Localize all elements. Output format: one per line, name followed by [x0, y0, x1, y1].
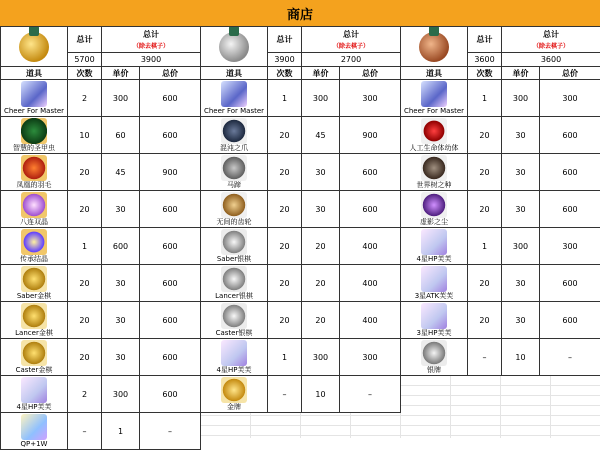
- item-icon: [221, 340, 247, 366]
- table-row: [401, 154, 600, 191]
- count-cell: 2: [68, 376, 102, 413]
- count-cell: 20: [268, 154, 302, 191]
- total-excl-value: 3900: [102, 53, 201, 67]
- total-excl-label: 总计: [543, 30, 559, 39]
- item-cell: [1, 117, 68, 154]
- item-icon: [21, 118, 47, 144]
- unit-price-cell: 300: [502, 228, 540, 265]
- head-item: 道具: [201, 67, 268, 80]
- total-price-cell: 600: [340, 154, 401, 191]
- silver-medal-icon: [219, 32, 249, 62]
- total-price-cell: 600: [340, 191, 401, 228]
- bronze-medal-icon: [419, 32, 449, 62]
- item-icon: [421, 229, 447, 255]
- shop-table-3: [400, 26, 600, 376]
- item-cell: [1, 191, 68, 228]
- medal-cell: [1, 27, 68, 67]
- unit-price-cell: 30: [302, 191, 340, 228]
- item-icon: [221, 155, 247, 181]
- item-cell: [401, 302, 468, 339]
- total-label: 总计: [468, 27, 502, 53]
- unit-price-cell: 10: [502, 339, 540, 376]
- count-cell: 20: [468, 117, 502, 154]
- count-cell: 20: [268, 228, 302, 265]
- item-icon: [221, 192, 247, 218]
- item-icon: [21, 192, 47, 218]
- item-icon: [421, 81, 447, 107]
- unit-price-cell: 1: [102, 413, 140, 450]
- shop-title: 商店: [287, 4, 313, 23]
- item-icon: [421, 192, 447, 218]
- unit-price-cell: 20: [302, 265, 340, 302]
- shop-title-banner: [0, 0, 600, 27]
- count-cell: 20: [468, 265, 502, 302]
- count-cell: 10: [68, 117, 102, 154]
- item-name: QP+1W: [1, 440, 67, 449]
- item-cell: [1, 339, 68, 376]
- table-row: [401, 339, 600, 376]
- item-name: Lancer金棋: [1, 329, 67, 338]
- item-cell: [1, 228, 68, 265]
- excl-note: （除去棋子）: [502, 41, 600, 50]
- table-row: [1, 413, 201, 450]
- item-name: 传承结晶: [1, 255, 67, 264]
- item-cell: [201, 339, 268, 376]
- table-row: [1, 339, 201, 376]
- total-price-cell: 600: [540, 191, 600, 228]
- item-cell: [401, 80, 468, 117]
- head-count: 次数: [68, 67, 102, 80]
- unit-price-cell: 30: [502, 265, 540, 302]
- table-row: [1, 154, 201, 191]
- unit-price-cell: 45: [302, 117, 340, 154]
- table-row: [401, 228, 600, 265]
- count-cell: 1: [68, 228, 102, 265]
- item-cell: [401, 154, 468, 191]
- item-cell: [1, 302, 68, 339]
- item-icon: [21, 377, 47, 403]
- unit-price-cell: 60: [102, 117, 140, 154]
- total-all-value: 3900: [268, 53, 302, 67]
- table-row: [201, 154, 401, 191]
- count-cell: 20: [268, 265, 302, 302]
- item-icon: [421, 155, 447, 181]
- head-total: 总价: [340, 67, 401, 80]
- unit-price-cell: 20: [302, 302, 340, 339]
- unit-price-cell: 10: [302, 376, 340, 413]
- table-row: [1, 117, 201, 154]
- total-label: 总计: [268, 27, 302, 53]
- count-cell: 20: [68, 154, 102, 191]
- item-cell: [201, 302, 268, 339]
- item-name: Saber银棋: [201, 255, 267, 264]
- item-name: 金牌: [201, 403, 267, 412]
- item-icon: [21, 414, 47, 440]
- table-row: [201, 302, 401, 339]
- table-row: [1, 228, 201, 265]
- item-name: 凤凰的羽毛: [1, 181, 67, 190]
- excl-note: （除去棋子）: [102, 41, 200, 50]
- total-price-cell: 600: [140, 339, 201, 376]
- item-cell: [201, 154, 268, 191]
- total-price-cell: 300: [540, 80, 600, 117]
- head-unit: 单价: [102, 67, 140, 80]
- item-cell: [401, 265, 468, 302]
- item-name: Caster银棋: [201, 329, 267, 338]
- total-excl-label-cell: [302, 27, 401, 53]
- table-row: [201, 117, 401, 154]
- total-excl-label: 总计: [343, 30, 359, 39]
- count-cell: 20: [68, 339, 102, 376]
- item-cell: [1, 80, 68, 117]
- item-icon: [221, 229, 247, 255]
- unit-price-cell: 30: [502, 154, 540, 191]
- table-row: [201, 265, 401, 302]
- item-cell: [201, 191, 268, 228]
- table-row: [1, 376, 201, 413]
- table-row: [401, 80, 600, 117]
- total-all-value: 5700: [68, 53, 102, 67]
- item-cell: [201, 376, 268, 413]
- count-cell: 20: [468, 191, 502, 228]
- total-excl-label: 总计: [143, 30, 159, 39]
- total-price-cell: 600: [140, 376, 201, 413]
- total-price-cell: 400: [340, 302, 401, 339]
- total-all-value: 3600: [468, 53, 502, 67]
- unit-price-cell: 30: [102, 191, 140, 228]
- table-row: [1, 265, 201, 302]
- unit-price-cell: 30: [502, 302, 540, 339]
- total-price-cell: 600: [140, 265, 201, 302]
- unit-price-cell: 300: [502, 80, 540, 117]
- total-price-cell: –: [340, 376, 401, 413]
- head-total: 总价: [140, 67, 201, 80]
- item-icon: [21, 303, 47, 329]
- head-unit: 单价: [302, 67, 340, 80]
- item-name: 4星HP芙芙: [401, 255, 467, 264]
- item-cell: [401, 228, 468, 265]
- unit-price-cell: 30: [302, 154, 340, 191]
- item-name: 世界树之种: [401, 181, 467, 190]
- total-price-cell: 600: [140, 302, 201, 339]
- item-icon: [21, 229, 47, 255]
- item-cell: [1, 154, 68, 191]
- unit-price-cell: 300: [302, 339, 340, 376]
- count-cell: 2: [68, 80, 102, 117]
- table-row: [1, 191, 201, 228]
- count-cell: 20: [468, 302, 502, 339]
- item-cell: [201, 265, 268, 302]
- count-cell: 20: [468, 154, 502, 191]
- gold-medal-icon: [19, 32, 49, 62]
- item-name: Saber金棋: [1, 292, 67, 301]
- item-icon: [221, 81, 247, 107]
- item-icon: [421, 340, 447, 366]
- table-row: [1, 80, 201, 117]
- item-name: 八连双晶: [1, 218, 67, 227]
- total-price-cell: 600: [140, 80, 201, 117]
- item-name: 4星HP芙芙: [1, 403, 67, 412]
- head-unit: 单价: [502, 67, 540, 80]
- table-row: [401, 302, 600, 339]
- item-name: 4星HP芙芙: [201, 366, 267, 375]
- count-cell: 20: [68, 265, 102, 302]
- total-price-cell: 600: [140, 117, 201, 154]
- item-icon: [221, 118, 247, 144]
- count-cell: 1: [268, 80, 302, 117]
- item-name: 银牌: [401, 366, 467, 375]
- item-icon: [21, 155, 47, 181]
- count-cell: 20: [268, 117, 302, 154]
- table-row: [1, 302, 201, 339]
- item-name: Cheer For Master: [201, 107, 267, 116]
- item-name: Cheer For Master: [401, 107, 467, 116]
- total-excl-label-cell: [502, 27, 600, 53]
- total-price-cell: 600: [540, 154, 600, 191]
- count-cell: 20: [268, 191, 302, 228]
- unit-price-cell: 30: [102, 265, 140, 302]
- item-name: 虚影之尘: [401, 218, 467, 227]
- item-cell: [201, 80, 268, 117]
- head-item: 道具: [401, 67, 468, 80]
- shop-table-2: [200, 26, 401, 413]
- unit-price-cell: 600: [102, 228, 140, 265]
- item-cell: [401, 191, 468, 228]
- item-name: Cheer For Master: [1, 107, 67, 116]
- table-row: [201, 191, 401, 228]
- item-icon: [221, 377, 247, 403]
- total-label: 总计: [68, 27, 102, 53]
- table-row: [401, 191, 600, 228]
- item-cell: [1, 265, 68, 302]
- item-name: 人工生命体幼体: [401, 144, 467, 153]
- item-icon: [221, 266, 247, 292]
- item-icon: [421, 118, 447, 144]
- item-cell: [201, 228, 268, 265]
- excl-note: （除去棋子）: [302, 41, 400, 50]
- head-count: 次数: [268, 67, 302, 80]
- count-cell: 1: [468, 228, 502, 265]
- medal-cell: [201, 27, 268, 67]
- item-name: 混沌之爪: [201, 144, 267, 153]
- count-cell: –: [68, 413, 102, 450]
- item-name: Caster金棋: [1, 366, 67, 375]
- total-excl-value: 2700: [302, 53, 401, 67]
- count-cell: 20: [68, 191, 102, 228]
- total-price-cell: 400: [340, 228, 401, 265]
- total-price-cell: 600: [540, 265, 600, 302]
- unit-price-cell: 300: [102, 376, 140, 413]
- total-price-cell: 600: [140, 228, 201, 265]
- table-row: [201, 80, 401, 117]
- total-price-cell: 900: [140, 154, 201, 191]
- unit-price-cell: 300: [302, 80, 340, 117]
- count-cell: –: [468, 339, 502, 376]
- unit-price-cell: 30: [102, 339, 140, 376]
- head-count: 次数: [468, 67, 502, 80]
- table-row: [401, 265, 600, 302]
- table-row: [201, 228, 401, 265]
- table-row: [201, 376, 401, 413]
- head-total: 总价: [540, 67, 600, 80]
- unit-price-cell: 20: [302, 228, 340, 265]
- item-icon: [421, 303, 447, 329]
- item-name: Lancer银棋: [201, 292, 267, 301]
- table-row: [401, 117, 600, 154]
- unit-price-cell: 30: [502, 191, 540, 228]
- item-name: 无间的齿轮: [201, 218, 267, 227]
- item-cell: [1, 413, 68, 450]
- total-excl-label-cell: [102, 27, 201, 53]
- item-cell: [401, 339, 468, 376]
- table-row: [201, 339, 401, 376]
- item-name: 3星HP芙芙: [401, 329, 467, 338]
- unit-price-cell: 45: [102, 154, 140, 191]
- head-item: 道具: [1, 67, 68, 80]
- total-price-cell: 300: [340, 80, 401, 117]
- shop-table-1: [0, 26, 201, 450]
- total-price-cell: 900: [340, 117, 401, 154]
- item-icon: [21, 81, 47, 107]
- total-price-cell: 600: [140, 191, 201, 228]
- count-cell: 1: [468, 80, 502, 117]
- item-icon: [21, 340, 47, 366]
- item-icon: [21, 266, 47, 292]
- total-price-cell: 600: [540, 117, 600, 154]
- unit-price-cell: 30: [102, 302, 140, 339]
- item-name: 智慧的圣甲虫: [1, 144, 67, 153]
- item-icon: [421, 266, 447, 292]
- item-cell: [201, 117, 268, 154]
- count-cell: –: [268, 376, 302, 413]
- unit-price-cell: 30: [502, 117, 540, 154]
- count-cell: 20: [68, 302, 102, 339]
- total-price-cell: 400: [340, 265, 401, 302]
- count-cell: 20: [268, 302, 302, 339]
- total-price-cell: 300: [340, 339, 401, 376]
- unit-price-cell: 300: [102, 80, 140, 117]
- item-name: 马蹄: [201, 181, 267, 190]
- total-price-cell: –: [540, 339, 600, 376]
- total-price-cell: –: [140, 413, 201, 450]
- total-price-cell: 300: [540, 228, 600, 265]
- total-excl-value: 3600: [502, 53, 600, 67]
- item-icon: [221, 303, 247, 329]
- item-cell: [401, 117, 468, 154]
- total-price-cell: 600: [540, 302, 600, 339]
- count-cell: 1: [268, 339, 302, 376]
- item-name: 3星ATK芙芙: [401, 292, 467, 301]
- medal-cell: [401, 27, 468, 67]
- item-cell: [1, 376, 68, 413]
